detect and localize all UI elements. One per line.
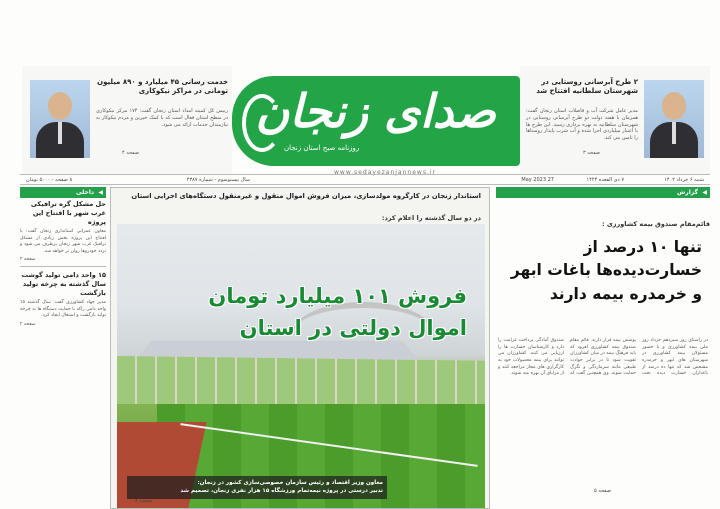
header-right-teaser[interactable] — [520, 66, 710, 174]
portrait-photo-right — [644, 80, 704, 158]
left-article-2-text: مدیر جهاد کشاورزی گفت: سال گذشته ۱۵ واحد دامی راکد با حمایت دستگاه ها به چرخه تولید بازگشت و اشتغال ایجاد کرد. — [20, 300, 106, 319]
photo-caption — [127, 476, 387, 499]
date-gregorian: 27 May 2023 — [521, 177, 554, 183]
header-right-text: مدیر عامل شرکت آب و فاضلاب استان زنجان گفت: همزمان با هفته دولت دو طرح آبرسانی روستایی در شهرستان سلطانیه به بهره برداری رسید. این طرح ها با اعتبار میلیاردی اجرا شده و آب شرب پایدار روستاها را تامین می کند. — [526, 108, 638, 141]
left-article-1-page: صفحه ۲ — [20, 256, 36, 262]
divider — [20, 266, 106, 267]
photo-caption-2: تدبیر درستی در پروژه نیمه‌تمام ورزشگاه ۱۵ هزار نفری زنجان، تصمیم شد — [180, 488, 383, 495]
masthead-website[interactable]: www.sedayezanjannews.ir — [334, 169, 436, 176]
header — [20, 66, 710, 174]
lead-kicker: استاندار زنجان در کارگروه مولدسازی، میزان فروش اموال منقول و غیرمنقول دستگاه‌های اجرایی استان — [131, 192, 481, 200]
lead-headline-1: فروش ۱۰۱ میلیارد تومان — [208, 284, 467, 308]
section-report-label: گزارش — [676, 189, 698, 196]
pages-price: ۸ صفحه - ۵۰۰۰ تومان — [26, 177, 73, 183]
header-right-title: ۲ طرح آبرسانی روستایی در شهرستان سلطانیه افتتاح شد — [536, 78, 638, 96]
issue-number: سال بیستوسوم - شماره ۴۳۸۷ — [186, 177, 250, 183]
masthead-name: صدای زنجان — [255, 84, 496, 138]
right-kicker: قائم‌مقام صندوق بیمه کشاورزی : — [601, 220, 710, 228]
right-headline: تنها ۱۰ درصد از خسارت‌دیده‌ها باغات ابهر و خرمدره بیمه دارند — [510, 238, 702, 303]
date-persian: شنبه ۶ خرداد ۱۴۰۲ — [664, 177, 704, 183]
left-article-2[interactable] — [20, 271, 106, 327]
header-left-teaser[interactable] — [22, 66, 232, 174]
header-right-page: صفحه ۳ — [583, 150, 600, 156]
lead-story[interactable] — [110, 187, 490, 509]
chevron-left-icon: ◀ — [98, 189, 103, 196]
date-hijri: ۷ ذی القعده ۱۴۴۴ — [586, 177, 624, 183]
lead-page: صفحه ۸ — [135, 498, 152, 504]
date-bar — [20, 174, 710, 185]
right-body-text: در راستای روز سیزدهم خرداد روز ملی بیمه کشاورزی و با حضور مسئولان بیمه کشاورزی در شهرستان های ابهر و خرمدره مشخص شد که تنها ده درصد از باغداران خسارت دیده تحت پوشش بیمه قرار دارند. قائم مقام صندوق بیمه کشاورزی افزود که باید فرهنگ بیمه در میان کشاورزان تقویت شود تا در برابر حوادث طبیعی مانند سرمازدگی و تگرگ حمایت شوند. وی همچنین گفت که صندوق آمادگی پرداخت غرامت را دارد و کارشناسان خسارت ها را ارزیابی می کنند. کشاورزان می توانند برای بیمه محصولات خود به کارگزاری های مجاز مراجعه کنند و از مزایای آن بهره مند شوند. — [498, 338, 708, 377]
section-domestic-label: داخلی — [76, 189, 94, 196]
header-left-text: رییس کل کمیته امداد استان زنجان گفت: ۱۷۴ مرکز نیکوکاری در سطح استان فعال است که با کمک خیرین و مردم نیکوکار به نیازمندان خدمات ارائه می شود. — [96, 108, 228, 128]
photo-caption-1: معاون وزیر اقتصاد و رئیس سازمان خصوصی‌سازی کشور در زنجان: — [197, 480, 383, 486]
masthead-subtitle: روزنامه صبح استان زنجان — [284, 144, 360, 152]
chevron-left-icon: ◀ — [702, 189, 707, 196]
portrait-photo-left — [30, 80, 90, 158]
section-report[interactable] — [496, 187, 710, 198]
header-left-page: صفحه ۴ — [122, 150, 139, 156]
masthead-logo — [232, 76, 520, 166]
right-column[interactable] — [496, 200, 710, 509]
left-article-1[interactable] — [20, 200, 106, 262]
left-article-1-title: حل مشکل گره ترافیکی غرب شهر با افتتاح این پروژه — [30, 200, 106, 226]
lead-headline-2: اموال دولتی در استان — [239, 316, 467, 340]
left-article-1-text: معاون عمرانی استانداری زنجان گفت: با افتتاح این پروژه بخش زیادی از مشکل ترافیک غرب شهر زنجان برطرف می شود و تردد خودروها روان تر خواهد شد. — [20, 229, 106, 254]
left-column — [20, 200, 106, 509]
left-article-2-title: ۱۵ واحد دامی تولید گوشت سال گذشته به چرخه تولید بازگشت — [21, 270, 106, 297]
header-left-title: خدمت رسانی ۴۵ میلیارد و ۸۹۰ میلیون تومانی در مراکز نیکوکاری — [97, 78, 228, 96]
right-page: صفحه ۵ — [594, 488, 611, 494]
section-domestic[interactable] — [20, 187, 106, 198]
stadium-photo — [117, 224, 485, 508]
lead-kicker-2: در دو سال گذشته را اعلام کرد: — [381, 214, 481, 222]
left-article-2-page: صفحه ۲ — [20, 321, 36, 327]
